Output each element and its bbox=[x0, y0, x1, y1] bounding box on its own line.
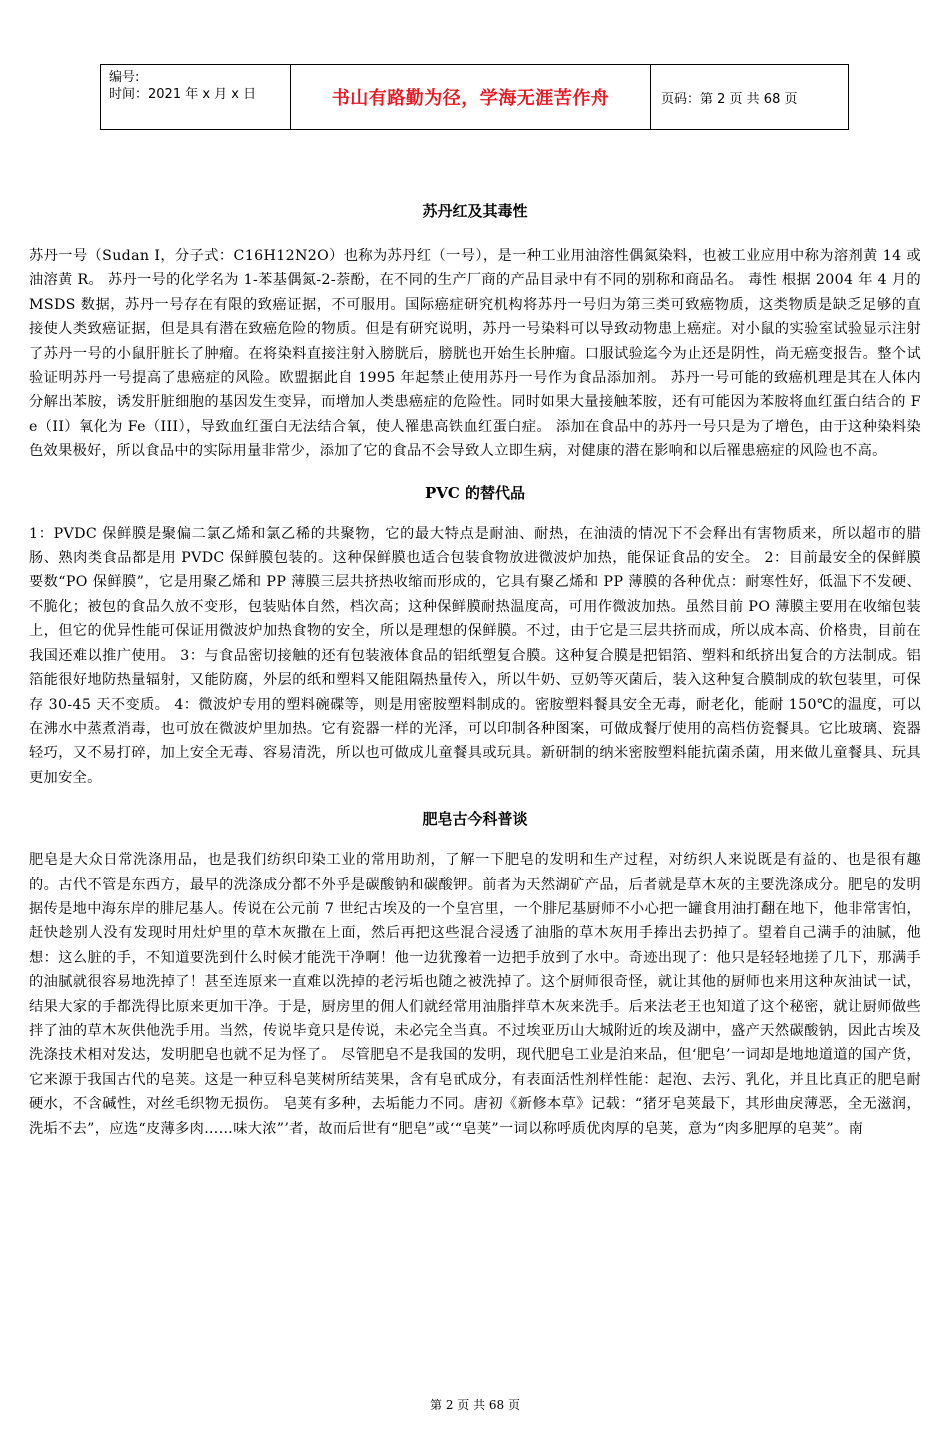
section-title-sudan-red: 苏丹红及其毒性 bbox=[422, 202, 528, 220]
document-header-table bbox=[100, 64, 849, 130]
document-time-label: 时间：2021 年 x 月 x 日 bbox=[109, 87, 257, 102]
section-paragraph-sudan-red: 苏丹一号（Sudan I，分子式：C16H12N2O）也称为苏丹红（一号），是一种工业用油溶性偶氮染料，也被工业应用中称为溶剂黄 14 或油溶黄 R。 苏丹一号的化学名为 1-苯基偶氮-2-萘酚，在不同的生产厂商的产品目录中有不同的别称和商品名。 毒性 根据 2004 年 4 月的 MSDS 数据，苏丹一号存在有限的致癌证据，不可服用。国际癌症研究机构将苏丹一号归为第三类可致癌物质，这类物质是缺乏足够的直接使人类致癌证据，但是具有潜在致癌危险的物质。但是有研究说明，苏丹一号染料可以导致动物患上癌症。对小鼠的实验室试验显示注射了苏丹一号的小鼠肝脏长了肿瘤。在将染料直接注射入膀胱后，膀胱也开始生长肿瘤。口服试验迄今为止还是阴性，尚无癌变报告。整个试验证明苏丹一号提高了患癌症的风险。欧盟据此自 1995 年起禁止使用苏丹一号作为食品添加剂。 苏丹一号可能的致癌机理是其在人体内分解出苯胺，诱发肝脏细胞的基因发生变异，而增加人类患癌症的危险性。同时如果大量接触苯胺，还有可能因为苯胺将血红蛋白结合的 Fe（II）氧化为 Fe（III），导致血红蛋白无法结合氧，使人罹患高铁血红蛋白症。 添加在食品中的苏丹一号只是为了增色，由于这种染料染色效果极好，所以食品中的实际用量非常少，添加了它的食品不会导致人立即生病，对健康的潜在影响和以后罹患癌症的风险也不高。 bbox=[29, 248, 921, 460]
header-meta-cell bbox=[101, 65, 291, 129]
header-motto: 书山有路勤为径，学海无涯苦作舟 bbox=[291, 65, 651, 129]
document-body bbox=[29, 198, 921, 1141]
document-code-label: 编号: bbox=[109, 70, 140, 85]
section-paragraph-soap-history: 肥皂是大众日常洗涤用品，也是我们纺织印染工业的常用助剂，了解一下肥皂的发明和生产过程，对纺织人来说既是有益的、也是很有趣的。古代不管是东西方，最早的洗涤成分都不外乎是碳酸钠和碳酸钾。前者为天然湖矿产品，后者就是草木灰的主要洗涤成分。肥皂的发明据传是地中海东岸的腓尼基人。传说在公元前 7 世纪古埃及的一个皇宫里，一个腓尼基厨师不小心把一罐食用油打翻在地下，他非常害怕，赶快趁别人没有发现时用灶炉里的草木灰撒在上面，然后再把这些混合浸透了油脂的草木灰用手捧出去扔掉了。望着自己满手的油腻，他想：这么脏的手，不知道要洗到什么时候才能洗干净啊！他一边犹豫着一边把手放到了水中。奇迹出现了：他只是轻轻地搓了几下，那满手的油腻就很容易地洗掉了！甚至连原来一直难以洗掉的老污垢也随之被洗掉了。这个厨师很奇怪，就让其他的厨师也来用这种灰油试一试，结果大家的手都洗得比原来更加干净。于是，厨房里的佣人们就经常用油脂拌草木灰来洗手。后来法老王也知道了这个秘密，就让厨师做些拌了油的草木灰供他洗手用。当然，传说毕竟只是传说，未必完全当真。不过埃亚历山大城附近的埃及湖中，盛产天然碳酸钠，因此古埃及洗涤技术相对发达，发明肥皂也就不足为怪了。 尽管肥皂不是我国的发明，现代肥皂工业是泊来品，但‘肥皂’一词却是地地道道的国产货，它来源于我国古代的皂荚。这是一种豆科皂荚树所结荚果，含有皂甙成分，有表面活性剂样性能：起泡、去污、乳化，并且比真正的肥皂耐硬水，不含碱性，对丝毛织物无损伤。 皂荚有多种，去垢能力不同。唐初《新修本草》记载：“猪牙皂荚最下，其形曲戾薄恶，全无滋润，洗垢不去”，应选“皮薄多肉……味大浓”’者，故而后世有“肥皂”或‘“皂荚”一词以称呼质优肉厚的皂荚，意为“肉多肥厚的皂荚”。南 bbox=[29, 852, 921, 1137]
page-footer bbox=[0, 1396, 950, 1413]
footer-page-number: 第 2 页 共 68 页 bbox=[430, 1398, 520, 1412]
section-title-pvc-alternatives: PVC 的替代品 bbox=[424, 483, 526, 502]
header-page-info: 页码：第 2 页 共 68 页 bbox=[661, 91, 798, 107]
section-paragraph-pvc-alternatives: 1：PVDC 保鲜膜是聚偏二氯乙烯和氯乙稀的共聚物，它的最大特点是耐油、耐热，在油渍的情况下不会释出有害物质来，所以超市的腊肠、熟肉类食品都是用 PVDC 保鲜膜包装的。这种保鲜膜也适合包装食物放进微波炉加热，能保证食品的安全。 2：目前最安全的保鲜膜要数“PO 保鲜膜”，它是用聚乙烯和 PP 薄膜三层共挤热收缩而形成的，它具有聚乙烯和 PP 薄膜的各种优点：耐寒性好，低温下不发硬、不脆化；被包的食品久放不变形，包装贴体自然，档次高；这种保鲜膜耐热温度高，可用作微波加热。虽然目前 PO 薄膜主要用在收缩包装上，但它的优异性能可保证用微波炉加热食物的安全，所以是理想的保鲜膜。不过，由于它是三层共挤而成，所以成本高、价格贵，目前在我国还难以推广使用。 3：与食品密切接触的还有包装液体食品的铝纸塑复合膜。这种复合膜是把铝箔、塑料和纸挤出复合的方法制成。铝箔能很好地防热量辐射，又能防腐，外层的纸和塑料又能阻隔热量传入，所以牛奶、豆奶等灭菌后，装入这种复合膜制成的软包装里，可保存 30-45 天不变质。 4：微波炉专用的塑料碗碟等，则是用密胺塑料制成的。密胺塑料餐具安全无毒，耐老化，能耐 150℃的温度，可以在沸水中蒸煮消毒，也可放在微波炉里加热。它有瓷器一样的光泽，可以印制各种图案，可做成餐厅使用的高档仿瓷餐具。它比玻璃、瓷器轻巧，又不易打碎，加上安全无毒、容易清洗，所以也可做成儿童餐具或玩具。新研制的纳米密胺塑料能抗菌杀菌，用来做儿童餐具、玩具更加安全。 bbox=[29, 525, 921, 786]
section-title-soap-history: 肥皂古今科普谈 bbox=[422, 810, 528, 829]
